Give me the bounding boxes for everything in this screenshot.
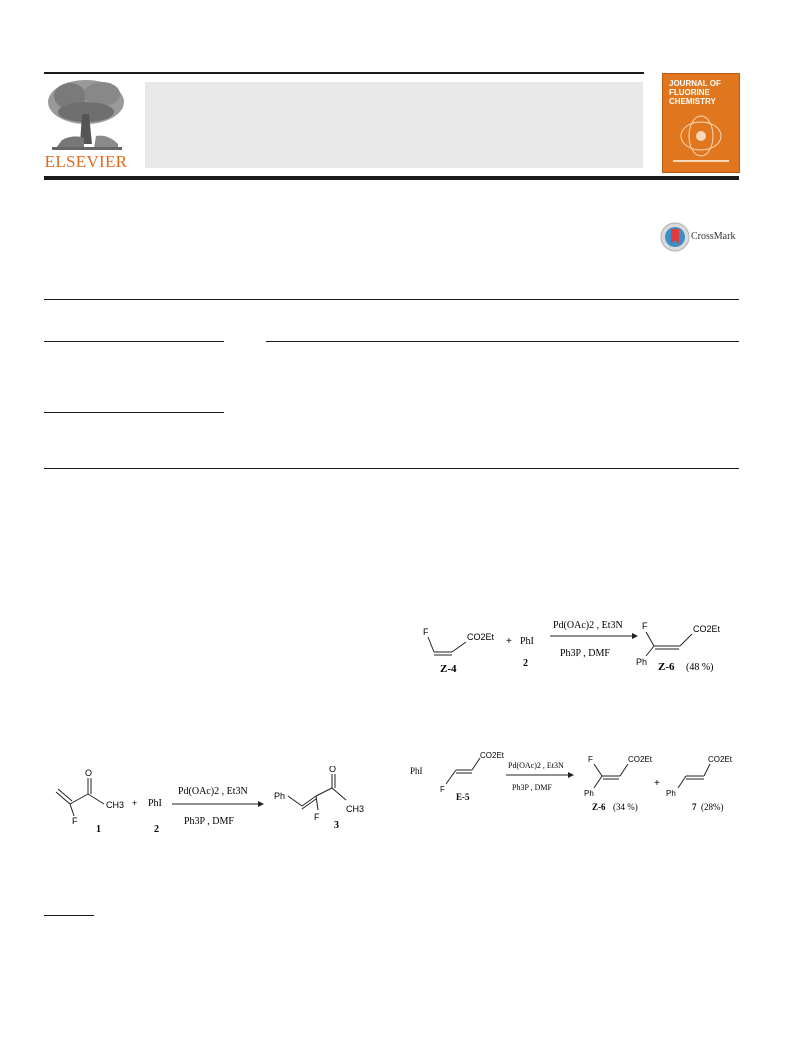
scheme-b-z6-ph: Ph <box>584 789 594 798</box>
scheme-b-z6-structure <box>594 764 628 788</box>
scheme-c <box>48 766 378 846</box>
compound-3-ph: Ph <box>274 791 286 801</box>
compound-1-ch3: CH3 <box>106 800 125 810</box>
compound-3-f-atom: F <box>314 812 320 822</box>
article-info-left-rule-2 <box>44 412 224 413</box>
elsevier-logo <box>44 78 128 172</box>
scheme-b-reagent-top: Pd(OAc)2 , Et3N <box>508 761 564 770</box>
z6-ph: Ph <box>636 657 648 667</box>
scheme-c-reagent-top: Pd(OAc)2 , Et3N <box>178 786 248 797</box>
elsevier-tree-icon <box>44 78 128 152</box>
compound-1-o-atom: O <box>85 768 93 778</box>
journal-cover <box>662 73 740 173</box>
z6-f-atom: F <box>642 621 648 631</box>
scheme-c-reagent-bottom: Ph3P , DMF <box>184 816 234 827</box>
e5-structure <box>446 758 480 784</box>
header-bottom-rule <box>44 176 739 180</box>
crossmark-label: CrossMark <box>691 231 736 242</box>
z6-structure <box>646 632 692 656</box>
scheme-c-reactant-2-label: 2 <box>154 824 159 835</box>
article-info-top-rule <box>44 299 739 300</box>
z4-label: Z-4 <box>440 663 457 675</box>
compound-1-label: 1 <box>96 824 101 835</box>
footnote-rule <box>44 915 94 916</box>
z6-co2et: CO2Et <box>693 624 721 634</box>
compound-7-yield: (28%) <box>701 802 724 812</box>
z6-label: Z-6 <box>658 661 675 673</box>
scheme-b-z6-co2et: CO2Et <box>628 755 653 764</box>
compound-3-ch3: CH3 <box>346 804 365 814</box>
scheme-a-reagent-top: Pd(OAc)2 , Et3N <box>553 620 623 631</box>
scheme-b <box>408 748 740 838</box>
z6-yield: (48 %) <box>686 662 714 673</box>
atom-icon <box>663 74 739 172</box>
z4-structure <box>428 637 466 655</box>
header-top-rule <box>44 72 644 74</box>
scheme-b-z6-f-atom: F <box>588 755 593 764</box>
article-info-bottom-rule <box>44 468 739 469</box>
e5-co2et: CO2Et <box>480 751 505 760</box>
e5-f-atom: F <box>440 785 445 794</box>
compound-3-structure <box>288 774 346 810</box>
compound-1-structure <box>56 778 104 816</box>
scheme-b-reagent-bottom: Ph3P , DMF <box>512 783 552 792</box>
scheme-b-z6-yield: (34 %) <box>613 802 638 812</box>
z4-co2et: CO2Et <box>467 632 495 642</box>
compound-1-f-atom: F <box>72 816 78 826</box>
compound-7-co2et: CO2Et <box>708 755 733 764</box>
scheme-b-phi: PhI <box>410 766 423 776</box>
article-info-left-rule-1 <box>44 341 224 342</box>
scheme-a <box>410 610 740 680</box>
compound-7-ph: Ph <box>666 789 676 798</box>
compound-3-label: 3 <box>334 820 339 831</box>
scheme-a-reactant-2-label: 2 <box>523 658 528 669</box>
compound-7-label: 7 <box>692 802 697 812</box>
z4-f-atom: F <box>423 627 429 637</box>
compound-3-o-atom: O <box>329 766 337 774</box>
scheme-a-reagent-bottom: Ph3P , DMF <box>560 648 610 659</box>
scheme-a-plus: + <box>506 636 512 647</box>
compound-7-structure <box>678 764 710 788</box>
crossmark-icon <box>660 222 690 252</box>
crossmark-badge[interactable] <box>660 222 742 252</box>
abstract-rule <box>266 341 739 342</box>
scheme-c-plus: + <box>132 798 138 808</box>
journal-cover-title: JOURNAL OF FLUORINE CHEMISTRY <box>669 79 721 106</box>
scheme-a-phi: PhI <box>520 636 534 647</box>
scheme-b-plus: + <box>654 778 660 789</box>
scheme-c-phi: PhI <box>148 798 162 809</box>
scheme-b-z6-label: Z-6 <box>592 802 606 812</box>
journal-header-band <box>145 82 643 168</box>
e5-label: E-5 <box>456 792 470 802</box>
publisher-logo-text: ELSEVIER <box>44 152 128 171</box>
